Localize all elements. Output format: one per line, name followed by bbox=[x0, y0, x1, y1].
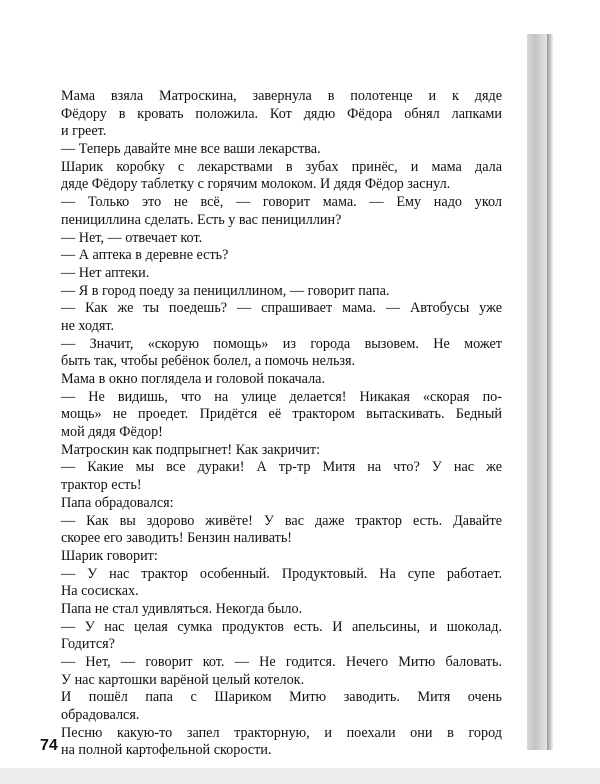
text-line: и греет. bbox=[61, 123, 107, 140]
text-line: — Как же ты поедешь? — спрашивает мама. — Автобусы уже bbox=[61, 300, 502, 317]
text-line: обрадовался. bbox=[61, 707, 140, 724]
text-line: не ходят. bbox=[61, 317, 115, 334]
text-line: У нас картошки варёной целый котелок. bbox=[61, 671, 305, 688]
text-line: — У нас целая сумка продуктов есть. И апельсины, и шоколад. bbox=[61, 618, 502, 635]
text-line: Шарик коробку с лекарствами в зубах принёс, и мама дала bbox=[61, 158, 502, 175]
text-line: — Только это не всё, — говорит мама. — Ему надо укол bbox=[61, 194, 502, 211]
text-line: мой дядя Фёдор! bbox=[61, 424, 163, 441]
text-line: быть так, чтобы ребёнок болел, а помочь нельзя. bbox=[61, 353, 356, 370]
scan-bottom-strip bbox=[0, 768, 600, 784]
text-line: — А аптека в деревне есть? bbox=[61, 247, 229, 264]
text-line: — Нет, — отвечает кот. bbox=[61, 229, 203, 246]
text-line: На сосисках. bbox=[61, 583, 139, 600]
text-line: — Теперь давайте мне все ваши лекарства. bbox=[61, 141, 321, 158]
book-page-text bbox=[61, 88, 502, 760]
text-line: — Нет, — говорит кот. — Не годится. Нечего Митю баловать. bbox=[61, 654, 502, 670]
page-number: 74 bbox=[40, 737, 58, 754]
text-line: — Не видишь, что на улице делается! Никакая «скорая по- bbox=[61, 388, 502, 405]
text-line: — Значит, «скорую помощь» из города вызовем. Не может bbox=[61, 335, 502, 352]
text-line: И пошёл папа с Шариком Митю заводить. Митя очень bbox=[61, 689, 502, 706]
text-line: Песню какую-то запел тракторную, и поехали они в город bbox=[61, 724, 502, 741]
text-line: — Нет аптеки. bbox=[61, 264, 150, 281]
text-line: Папа не стал удивляться. Некогда было. bbox=[61, 600, 303, 617]
text-line: пенициллина сделать. Есть у вас пенициллин? bbox=[61, 211, 342, 228]
text-line: Фёдору в кровать положила. Кот дядю Фёдора обнял лапками bbox=[61, 105, 502, 122]
text-line: трактор есть! bbox=[61, 477, 142, 494]
text-line: Годится? bbox=[61, 636, 115, 653]
text-line: — Я в город поеду за пенициллином, — говорит папа. bbox=[61, 282, 390, 299]
text-line: — Какие мы все дураки! А тр-тр Митя на что? У нас же bbox=[61, 459, 502, 476]
text-line: — У нас трактор особенный. Продуктовый. На супе работает. bbox=[61, 565, 502, 582]
text-line: Мама в окно поглядела и головой покачала. bbox=[61, 371, 326, 387]
text-line: Шарик говорит: bbox=[61, 547, 158, 564]
text-line: Папа обрадовался: bbox=[61, 494, 174, 511]
text-line: мощь» не проедет. Придётся её трактором вытаскивать. Бедный bbox=[61, 406, 502, 423]
text-line: Матроскин как подпрыгнет! Как закричит: bbox=[61, 441, 321, 458]
page-spine-shadow bbox=[547, 34, 553, 750]
text-line: на полной картофельной скорости. bbox=[61, 742, 272, 759]
text-line: Мама взяла Матроскина, завернула в полотенце и к дяде bbox=[61, 88, 502, 104]
page-spine-edge bbox=[527, 34, 547, 750]
text-line: скорее его заводить! Бензин наливать! bbox=[61, 530, 293, 547]
text-line: — Как вы здорово живёте! У вас даже трактор есть. Давайте bbox=[61, 512, 502, 529]
text-line: дяде Фёдору таблетку с горячим молоком. И дядя Фёдор заснул. bbox=[61, 176, 451, 193]
